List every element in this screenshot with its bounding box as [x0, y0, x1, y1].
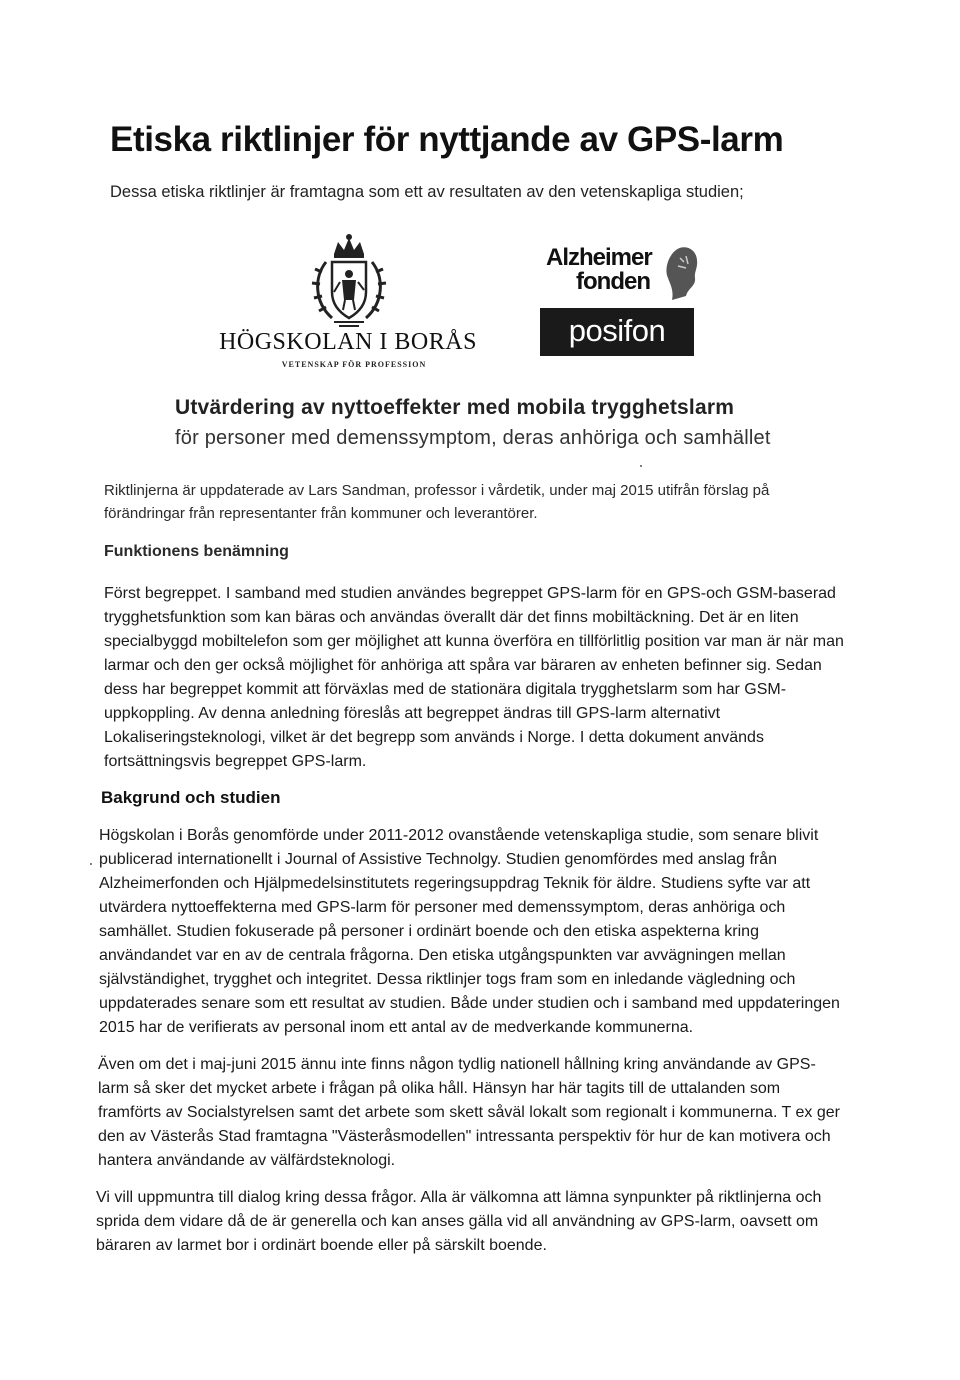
study-subtitle: för personer med demenssymptom, deras anhöriga och samhället — [175, 427, 771, 449]
posifon-logo: posifon — [540, 308, 694, 356]
alzheimerfonden-logo — [540, 244, 700, 302]
section-body-aven: Även om det i maj-juni 2015 ännu inte finns någon tydlig nationell hållning kring användande av GPS-larm så sker det mycket arbete i frågan på olika håll. Hänsyn har här tagits till de uttalanden som framförts av Socialstyrelsen samt det arbete som skett såväl lokalt som regionalt i kommunerna. T ex ger den av Västerås Stad framtagna "Västeråsmodellen" intressanta perspektiv för hur de kan motivera och hantera användande av välfärdsteknologi. — [98, 1056, 840, 1169]
head-silhouette-icon — [662, 244, 702, 302]
updated-note: Riktlinjerna är uppdaterade av Lars Sandman, professor i vårdetik, under maj 2015 utifrån förslag på förändringar från representanter från kommuner och leverantörer. — [104, 482, 770, 522]
document-title: Etiska riktlinjer för nyttjande av GPS-larm — [110, 120, 784, 159]
hogskolan-tagline: VETENSKAP FÖR PROFESSION — [281, 360, 427, 369]
crest-icon — [304, 232, 394, 330]
hogskolan-name: HÖGSKOLAN I BORÅS — [219, 329, 477, 355]
scan-speck — [640, 465, 642, 467]
section-heading-bakgrund: Bakgrund och studien — [101, 788, 281, 807]
fonden-text: fonden — [576, 268, 650, 295]
section-body-dialog: Vi vill uppmuntra till dialog kring dessa frågor. Alla är välkomna att lämna synpunkter på riktlinjerna och sprida dem vidare då de är generella och kan anses gälla vid all användning av GPS-larm, oavsett om bäraren av larmet bor i ordinärt boende eller på särskilt boende. — [96, 1189, 822, 1254]
study-title: Utvärdering av nyttoeffekter med mobila trygghetslarm — [175, 396, 735, 419]
intro-text: Dessa etiska riktlinjer är framtagna som ett av resultaten av den vetenskapliga studien; — [110, 183, 744, 201]
section-heading-funktion: Funktionens benämning — [104, 543, 289, 560]
alzheimer-text: Alzheimer — [546, 244, 652, 271]
section-body-bakgrund: Högskolan i Borås genomförde under 2011-2012 ovanstående vetenskapliga studie, som senare blivit publicerad internationellt i Journal of Assistive Technolgy. Studien genomfördes med anslag från Alzheimerfonden och Hjälpmedelsinstitutets regeringsuppdrag Teknik för äldre. Studiens syfte var att utvärdera nyttoeffekterna med GPS-larm för personer med demenssymptom, deras anhöriga och samhället. Studien fokuserade på personer i ordinärt boende och den etiska aspekterna kring användandet var en av de centrala frågorna. Den etiska utgångspunkten var avvägningen mellan självständighet, trygghet och integritet. Dessa riktlinjer togs fram som en inledande vägledning och uppdaterades senare som ett resultat av studien. Både under studien och i samband med uppdateringen 2015 har de verifierats av personal inom ett antal av de medverkande kommunerna. — [99, 827, 840, 1036]
section-body-funktion: Först begreppet. I samband med studien användes begreppet GPS-larm för en GPS-och GSM-baserad trygghetsfunktion som kan bäras och användas överallt där det finns mobiltäckning. Det är en liten specialbyggd mobiltelefon som ger möjlighet att kunna överföra en tillförlitlig position var man är när man larmar och den ger också möjlighet för anhöriga att spåra var bäraren av enheten befinner sig. Sedan dess har begreppet kommit att förväxlas med de stationära digitala trygghetslarm som har GSM-uppkoppling. Av denna anledning föreslås att begreppet ändras till GPS-larm alternativt Lokaliseringsteknologi, vilket är det begrepp som används i Norge. I detta dokument används fortsättningsvis begreppet GPS-larm. — [104, 585, 844, 770]
scan-speck — [90, 863, 92, 865]
hogskolan-logo — [214, 232, 482, 372]
